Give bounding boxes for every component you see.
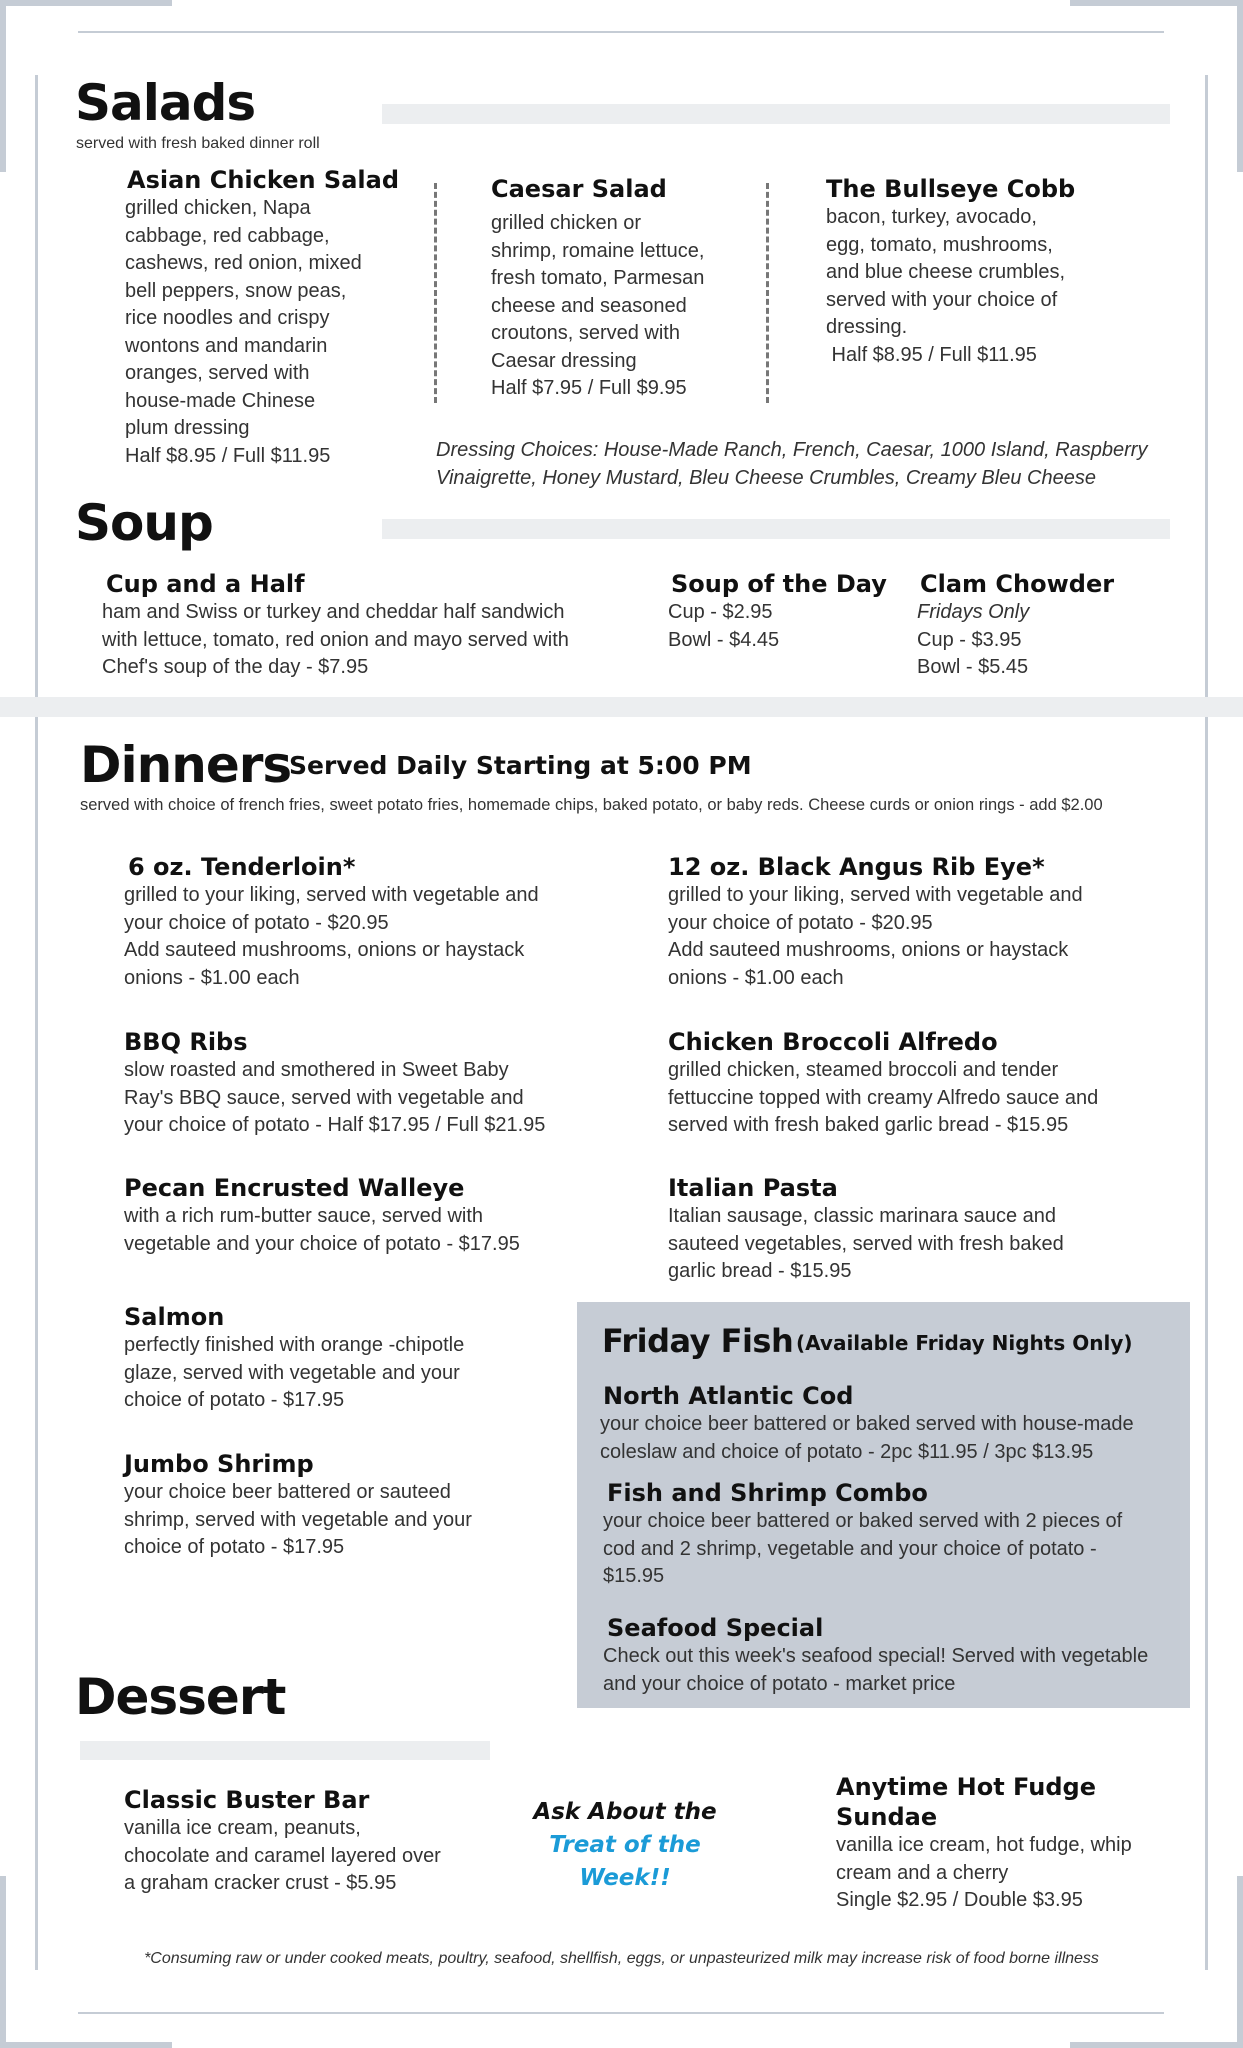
dinners-headline: Served Daily Starting at 5:00 PM <box>289 751 752 780</box>
menu-item <box>836 1772 1196 1915</box>
corner-tr-h <box>1070 0 1243 6</box>
item-desc-line: perfectly finished with orange -chipotle <box>124 1334 465 1356</box>
item-name: Classic Buster Bar <box>124 1786 370 1814</box>
item-desc-line: $15.95 <box>603 1565 665 1587</box>
item-desc-line: shrimp, romaine lettuce, <box>491 239 705 262</box>
item-name: Anytime Hot Fudge Sundae <box>836 1773 1096 1831</box>
item-desc-line: Single $2.95 / Double $3.95 <box>836 1889 1083 1911</box>
item-desc-line: garlic bread - $15.95 <box>668 1260 852 1282</box>
item-desc-line: your choice of potato - $20.95 <box>124 911 389 934</box>
menu-item <box>668 1173 1188 1286</box>
item-desc-line: Italian sausage, classic marinara sauce and <box>668 1205 1056 1227</box>
item-name: Seafood Special <box>607 1614 824 1642</box>
item-desc-line: your choice beer battered or baked served with house-made <box>600 1413 1134 1435</box>
item-price: Half $8.95 / Full $11.95 <box>125 444 331 467</box>
menu-item <box>124 1449 544 1562</box>
item-name: Salmon <box>124 1303 225 1331</box>
salad-divider-left <box>434 183 437 403</box>
item-desc-line: cabbage, red cabbage, <box>125 224 330 247</box>
menu-item <box>668 1027 1188 1140</box>
item-desc-line: rice noodles and crispy <box>125 307 330 329</box>
dressing-line: Dressing Choices: House-Made Ranch, French, Caesar, 1000 Island, Raspberry <box>436 439 1148 461</box>
item-desc-line: a graham cracker crust - $5.95 <box>124 1872 397 1894</box>
item-name: North Atlantic Cod <box>603 1382 854 1410</box>
item-name: 12 oz. Black Angus Rib Eye* <box>668 853 1045 881</box>
item-name: Clam Chowder <box>920 570 1115 598</box>
item-desc-line: cheese and seasoned <box>491 294 687 317</box>
item-desc-line: and your choice of potato - market price <box>603 1672 956 1695</box>
salads-subtitle: served with fresh baked dinner roll <box>76 135 320 152</box>
item-desc-line: Check out this week's seafood special! Served with vegetable <box>603 1645 1149 1667</box>
item-name: BBQ Ribs <box>124 1028 248 1056</box>
corner-tr-v <box>1237 0 1243 172</box>
corner-tl-v <box>0 0 6 172</box>
item-desc-line: grilled chicken, steamed broccoli and tender <box>668 1059 1059 1081</box>
dinners-title: Dinners <box>80 736 292 794</box>
menu-item <box>917 569 1177 682</box>
item-desc-line: Chef's soup of the day - $7.95 <box>102 656 369 678</box>
menu-item <box>124 1302 544 1415</box>
item-name: Pecan Encrusted Walleye <box>124 1174 465 1202</box>
item-desc-line: shrimp, served with vegetable and your <box>124 1508 472 1531</box>
item-desc-line: onions - $1.00 each <box>668 966 844 989</box>
menu-item <box>102 569 622 682</box>
item-desc-line: your choice of potato - Half $17.95 / Full $21.95 <box>124 1114 546 1136</box>
menu-item <box>124 1027 644 1140</box>
disclaimer: *Consuming raw or under cooked meats, poultry, seafood, shellfish, eggs, or unpasteurized milk may increase risk of food borne illness <box>144 1950 1099 1967</box>
item-name: Soup of the Day <box>671 570 887 598</box>
item-price: Half $8.95 / Full $11.95 <box>826 343 1037 366</box>
item-desc-line: vegetable and your choice of potato - $17.95 <box>124 1232 520 1255</box>
item-desc-line: grilled chicken, Napa <box>125 197 311 219</box>
item-desc-line: Bowl - $4.45 <box>668 628 780 651</box>
item-name: Italian Pasta <box>668 1174 838 1202</box>
dressing-choices <box>436 437 1196 492</box>
friday-fish-note: (Available Friday Nights Only) <box>796 1331 1133 1355</box>
item-desc-line: croutons, served with <box>491 322 680 344</box>
item-desc-line: Add sauteed mushrooms, onions or haystack <box>668 939 1069 961</box>
menu-item <box>124 1173 644 1258</box>
item-name: 6 oz. Tenderloin* <box>128 853 356 881</box>
item-desc-line: egg, tomato, mushrooms, <box>826 233 1053 256</box>
frame-left-line <box>35 75 38 1970</box>
item-name: Chicken Broccoli Alfredo <box>668 1028 998 1056</box>
item-desc-line: vanilla ice cream, peanuts, <box>124 1817 361 1839</box>
item-desc-line: with a rich rum-butter sauce, served with <box>124 1205 484 1227</box>
item-desc-line: bacon, turkey, avocado, <box>826 206 1037 228</box>
item-desc-line: your choice beer battered or sauteed <box>124 1481 451 1503</box>
item-desc-line: your choice beer battered or baked served with 2 pieces of <box>603 1510 1123 1532</box>
soup-header-bar <box>382 519 1170 539</box>
menu-item <box>826 174 1126 369</box>
item-desc-line: choice of potato - $17.95 <box>124 1389 345 1411</box>
item-desc-line: plum dressing <box>125 417 250 439</box>
item-desc-line: with lettuce, tomato, red onion and mayo served with <box>102 628 569 651</box>
item-desc-line: sauteed vegetables, served with fresh baked <box>668 1232 1064 1255</box>
item-desc-line: vanilla ice cream, hot fudge, whip <box>836 1834 1132 1856</box>
frame-bottom-line <box>78 2012 1164 2014</box>
item-desc-line: Cup - $3.95 <box>917 628 1022 651</box>
section-divider-band <box>0 697 1243 717</box>
menu-item <box>125 165 425 470</box>
item-name: Jumbo Shrimp <box>124 1450 314 1478</box>
treat-promo <box>500 1796 750 1895</box>
frame-top-line <box>78 31 1164 33</box>
item-desc-line: your choice of potato - $20.95 <box>668 911 933 934</box>
item-name: Caesar Salad <box>491 175 667 203</box>
frame-right-line <box>1205 75 1208 1970</box>
corner-tl-h <box>0 0 172 6</box>
item-desc-line: grilled to your liking, served with vegetable and <box>668 884 1083 906</box>
item-name: Fish and Shrimp Combo <box>607 1479 928 1507</box>
treat-promo-line1: Ask About the <box>533 1799 717 1825</box>
item-desc-line: ham and Swiss or turkey and cheddar half sandwich <box>102 601 565 623</box>
item-desc-line: cashews, red onion, mixed <box>125 252 362 274</box>
item-desc-line: fresh tomato, Parmesan <box>491 267 705 289</box>
item-desc-line: Bowl - $5.45 <box>917 656 1029 678</box>
menu-item <box>491 174 751 403</box>
item-desc-line: slow roasted and smothered in Sweet Baby <box>124 1059 509 1081</box>
salads-header-bar <box>382 104 1170 124</box>
dessert-header-bar <box>80 1741 490 1760</box>
item-desc-line: Caesar dressing <box>491 349 637 372</box>
salads-title: Salads <box>75 74 256 132</box>
item-desc-line: served with fresh baked garlic bread - $15.95 <box>668 1114 1069 1136</box>
dressing-line: Vinaigrette, Honey Mustard, Bleu Cheese Crumbles, Creamy Bleu Cheese <box>436 466 1096 489</box>
item-desc-line: fettuccine topped with creamy Alfredo sauce and <box>668 1086 1099 1109</box>
item-desc-line: Ray's BBQ sauce, served with vegetable and <box>124 1086 524 1109</box>
friday-fish-box <box>577 1302 1190 1708</box>
menu-item <box>600 1381 1185 1466</box>
item-price: Half $7.95 / Full $9.95 <box>491 377 687 399</box>
corner-bl-h <box>0 2042 172 2048</box>
dessert-title: Dessert <box>75 1668 286 1726</box>
item-name: Asian Chicken Salad <box>127 166 399 194</box>
item-desc-line: cod and 2 shrimp, vegetable and your choice of potato - <box>603 1537 1097 1560</box>
salad-divider-right <box>766 183 769 403</box>
menu-item <box>603 1613 1188 1698</box>
item-desc-line: oranges, served with <box>125 362 310 384</box>
soup-title: Soup <box>75 494 213 552</box>
item-desc-line: onions - $1.00 each <box>124 966 300 989</box>
item-name: Cup and a Half <box>106 570 305 598</box>
item-desc-line: wontons and mandarin <box>125 334 328 357</box>
item-desc-line: chocolate and caramel layered over <box>124 1844 441 1867</box>
item-desc-line: grilled chicken or <box>491 212 642 234</box>
item-desc-line: served with your choice of <box>826 288 1058 311</box>
treat-promo-line2: Treat of the Week!! <box>549 1832 701 1891</box>
item-desc-line: cream and a cherry <box>836 1861 1009 1884</box>
item-desc-line: bell peppers, snow peas, <box>125 279 347 302</box>
friday-fish-title: Friday Fish <box>602 1322 794 1360</box>
item-desc-line: and blue cheese crumbles, <box>826 261 1066 283</box>
item-note: Fridays Only <box>917 601 1030 623</box>
menu-item <box>668 569 898 654</box>
item-desc-line: house-made Chinese <box>125 389 316 412</box>
menu-item <box>124 852 644 992</box>
dinners-subtitle: served with choice of french fries, sweet potato fries, homemade chips, baked potato, or baby reds. Cheese curds or onion rings - add $2.00 <box>80 796 1103 814</box>
item-desc-line: coleslaw and choice of potato - 2pc $11.95 / 3pc $13.95 <box>600 1440 1094 1463</box>
menu-item <box>124 1785 484 1898</box>
item-desc-line: choice of potato - $17.95 <box>124 1536 345 1558</box>
item-desc-line: grilled to your liking, served with vegetable and <box>124 884 539 906</box>
menu-item <box>668 852 1188 992</box>
item-desc-line: glaze, served with vegetable and your <box>124 1361 460 1384</box>
item-desc-line: dressing. <box>826 316 908 338</box>
corner-br-h <box>1070 2042 1243 2048</box>
item-desc-line: Cup - $2.95 <box>668 601 773 623</box>
item-desc-line: Add sauteed mushrooms, onions or haystack <box>124 939 525 961</box>
item-name: The Bullseye Cobb <box>826 175 1076 203</box>
menu-item <box>603 1478 1188 1591</box>
